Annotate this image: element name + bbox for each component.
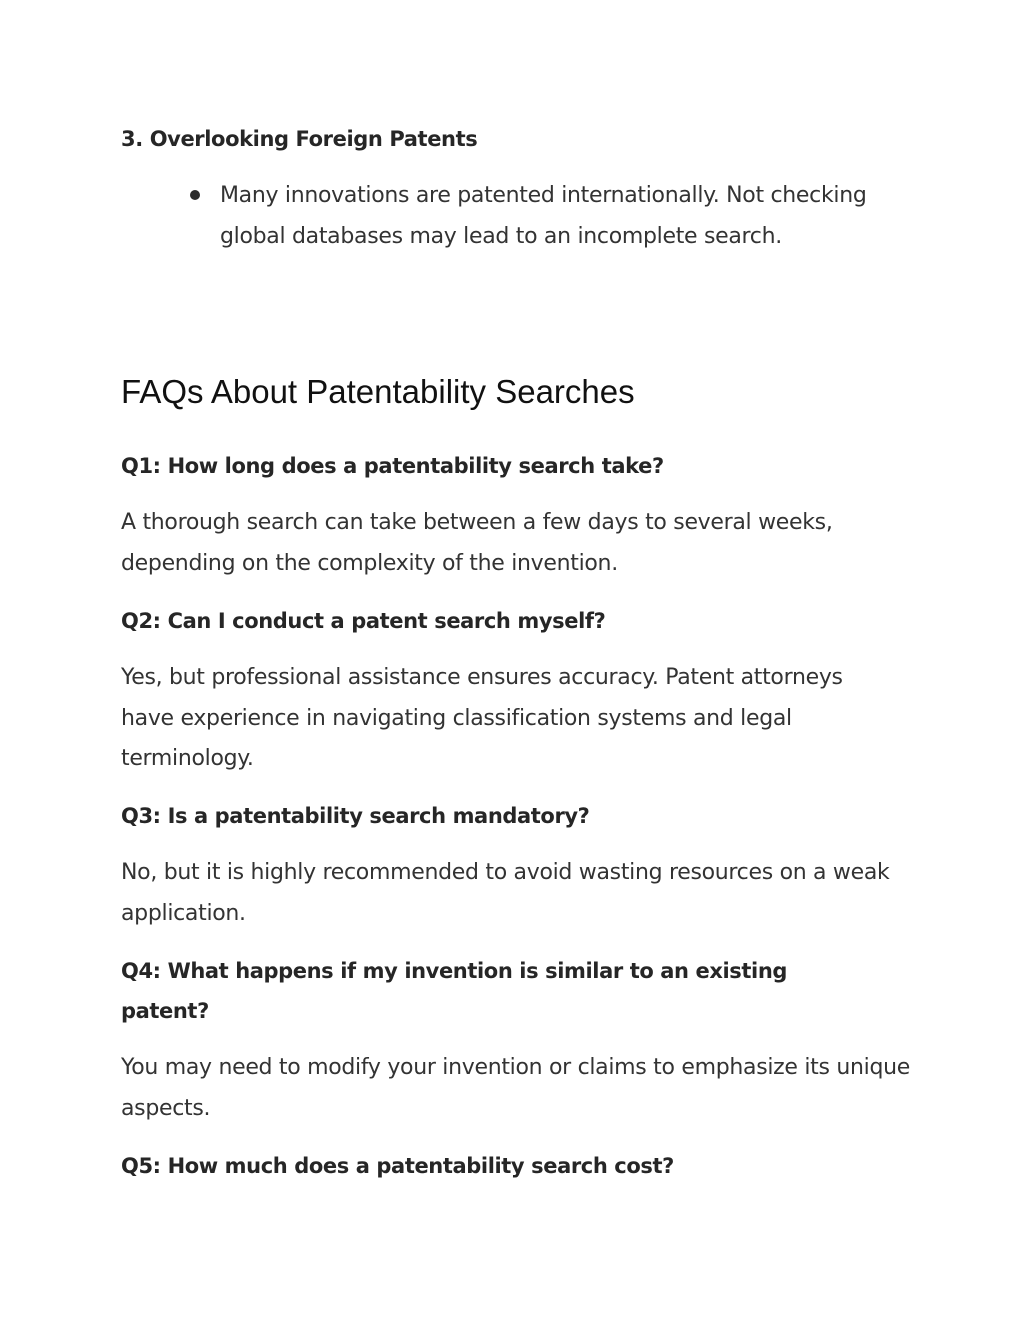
faq-answer-4: You may need to modify your invention or claims to emphasize its unique aspects. — [121, 1055, 910, 1121]
faq-section-title: FAQs About Patentability Searches — [121, 373, 635, 410]
overlooking-foreign-patents-heading: 3. Overlooking Foreign Patents — [121, 127, 478, 151]
bullet-dot-icon — [190, 190, 200, 200]
faq-question-1: Q1: How long does a patentability search take? — [121, 454, 664, 478]
faq-question-2: Q2: Can I conduct a patent search myself? — [121, 609, 606, 633]
faq-question-5: Q5: How much does a patentability search cost? — [121, 1154, 674, 1178]
faq-answer-2: Yes, but professional assistance ensures accuracy. Patent attorneys have experience in navigating classification systems and legal terminology. — [121, 665, 843, 771]
faq-answer-3: No, but it is highly recommended to avoid wasting resources on a weak application. — [121, 860, 890, 926]
bullet-text: Many innovations are patented internationally. Not checking global databases may lead to an incomplete search. — [220, 183, 867, 249]
faq-question-4: Q4: What happens if my invention is similar to an existing patent? — [121, 959, 788, 1023]
faq-answer-1: A thorough search can take between a few days to several weeks, depending on the complexity of the invention. — [121, 510, 833, 576]
faq-question-3: Q3: Is a patentability search mandatory? — [121, 804, 590, 828]
